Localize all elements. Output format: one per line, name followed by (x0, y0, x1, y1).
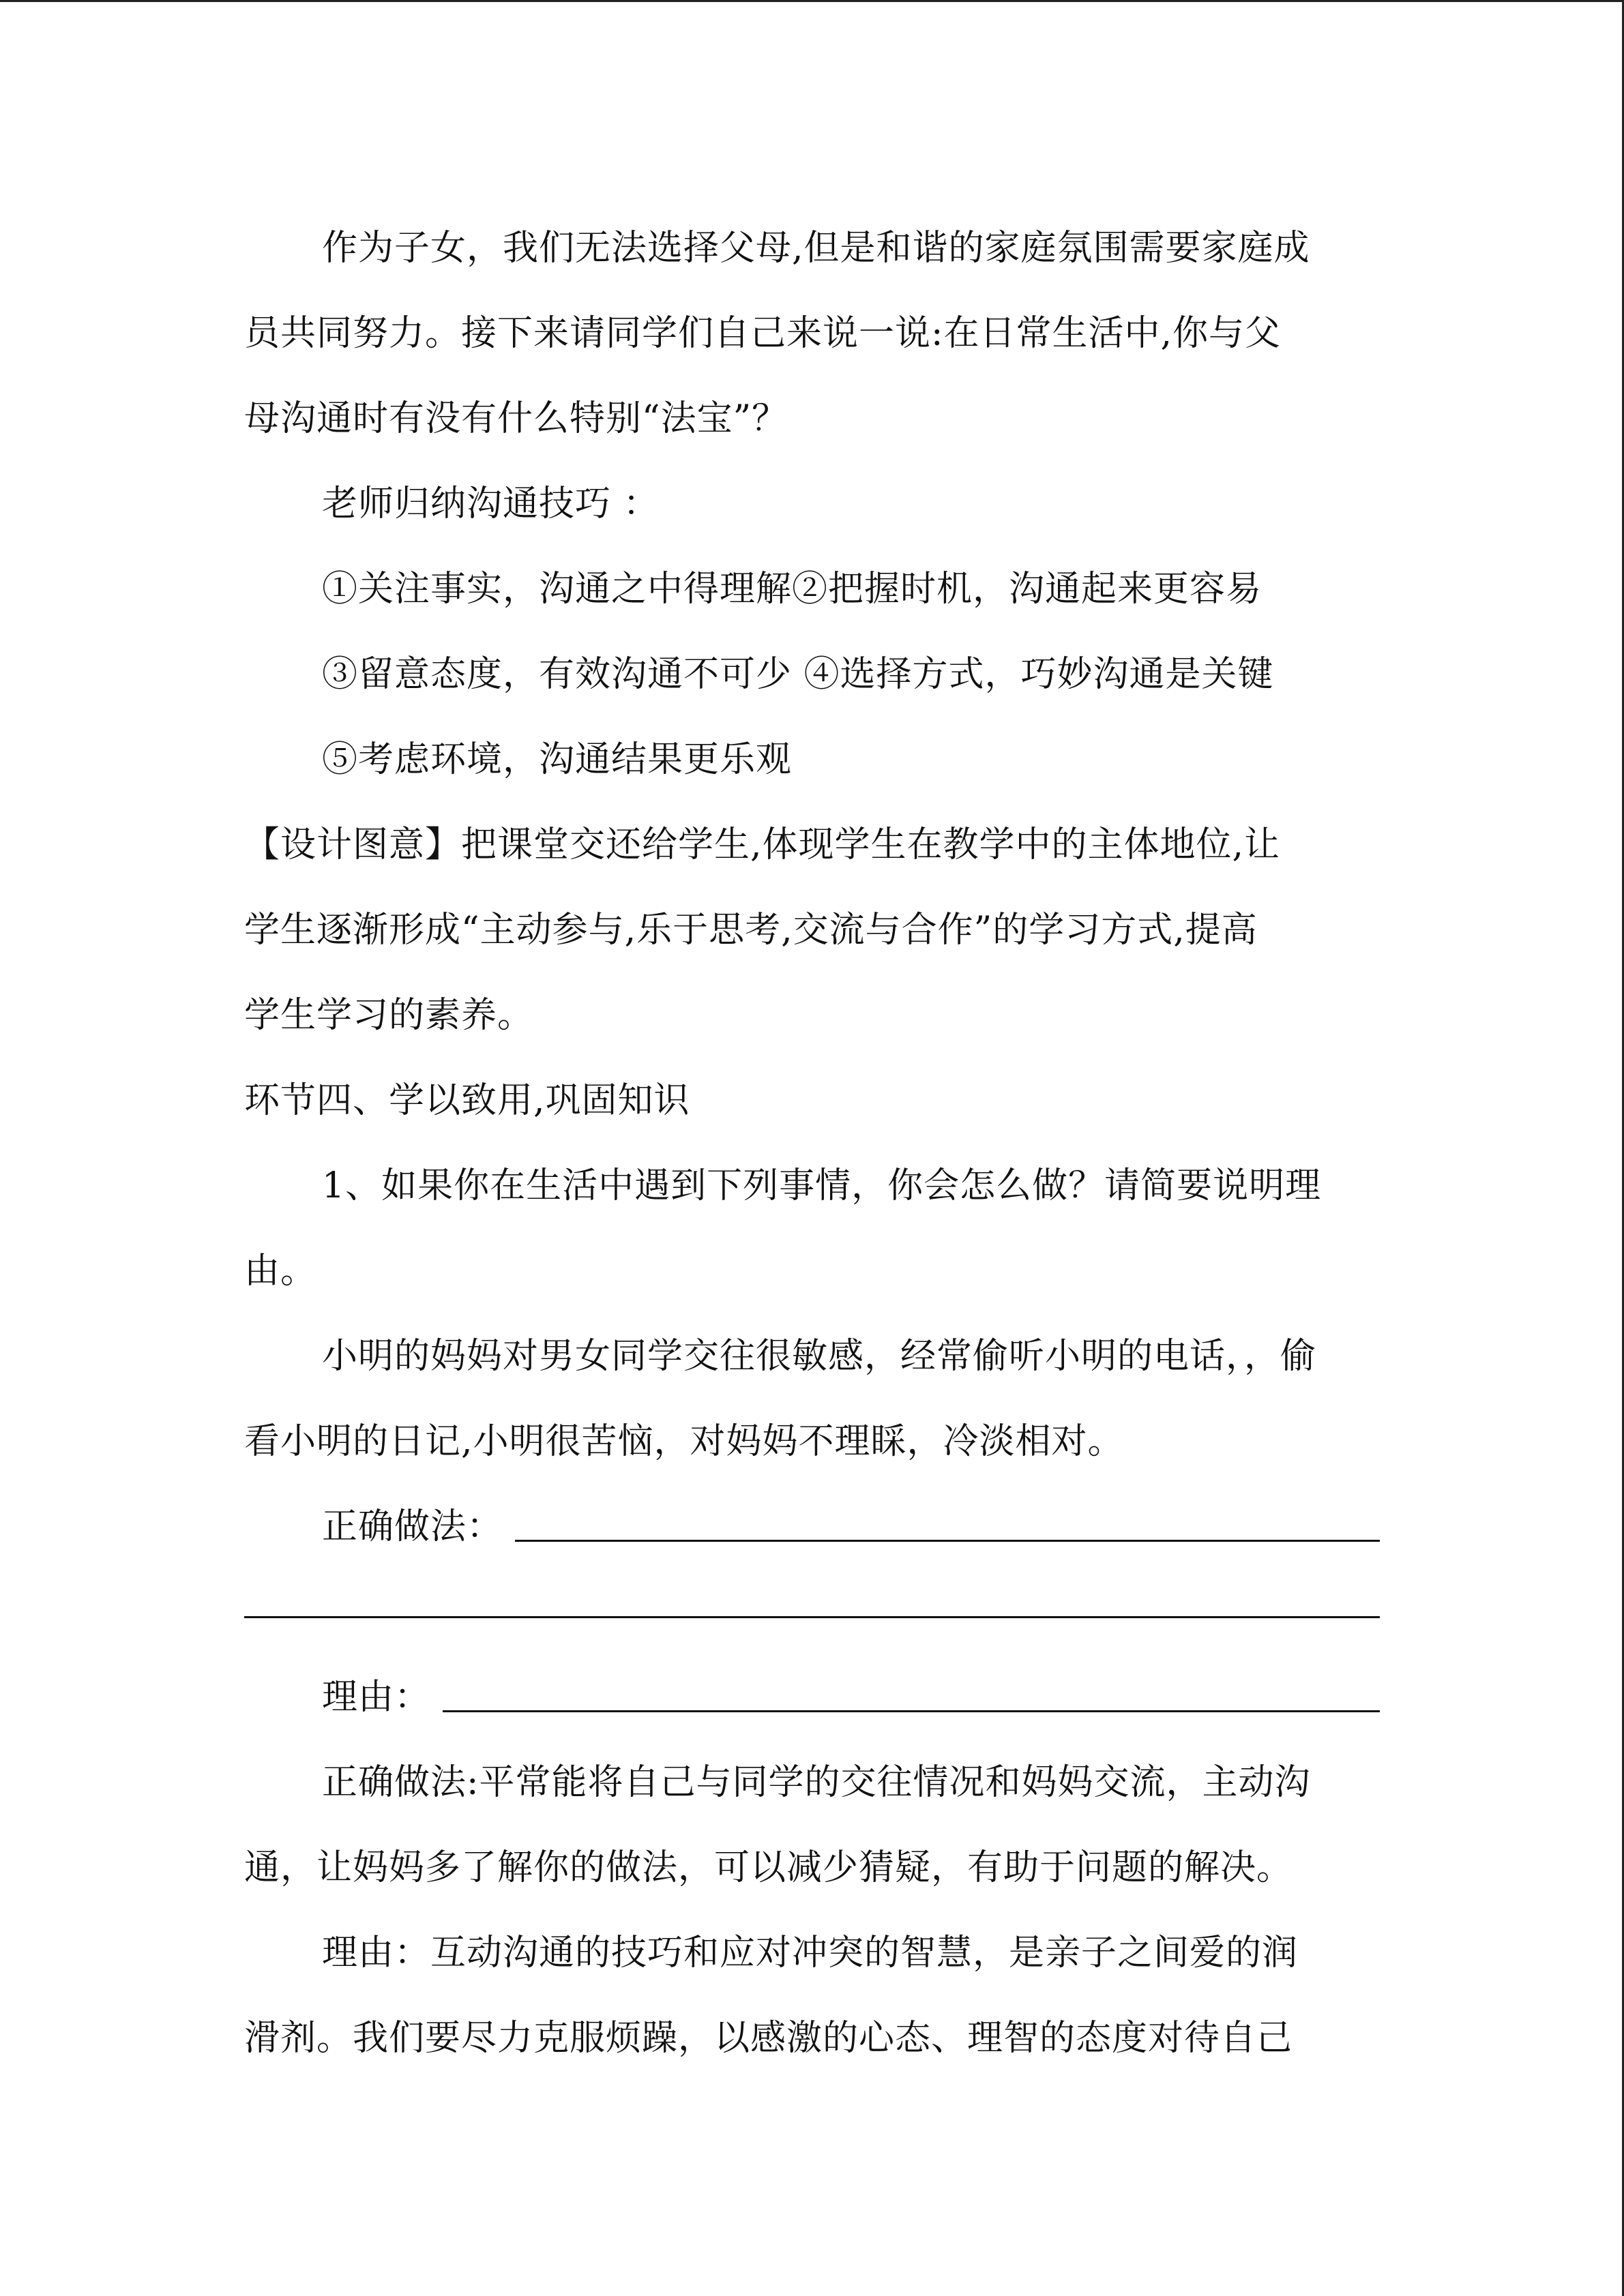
answer-method-line: 通，让妈妈多了解你的做法，可以减少猜疑，有助于问题的解决。 (244, 1847, 1293, 1888)
skills-line: ③留意态度，有效沟通不可少 ④选择方式，巧妙沟通是关键 (322, 654, 1274, 695)
paragraph-line: 作为子女，我们无法选择父母,但是和谐的家庭氛围需要家庭成 (322, 228, 1310, 269)
paragraph-line: 员共同努力。接下来请同学们自己来说一说:在日常生活中,你与父 (244, 313, 1282, 354)
method-answer-blank-line2[interactable] (244, 1570, 1380, 1655)
section-title: 环节四、学以致用,巩固知识 (244, 1080, 690, 1121)
paragraph-line: 母沟通时有没有什么特别“法宝”？ (244, 398, 788, 439)
document-body (244, 206, 1380, 2081)
answer-reason-line: 理由：互动沟通的技巧和应对冲突的智慧，是亲子之间爱的润 (322, 1933, 1299, 1973)
question-line: 由。 (244, 1251, 317, 1292)
design-intent-line: 学生逐渐形成“主动参与,乐于思考,交流与合作”的学习方式,提高 (244, 910, 1258, 951)
skills-line: ⑤考虑环境，沟通结果更乐观 (322, 739, 793, 780)
design-intent-line: 【设计图意】把课堂交还给学生,体现学生在教学中的主体地位,让 (244, 824, 1281, 865)
reason-answer-blank[interactable] (443, 1683, 1380, 1712)
scenario-line: 小明的妈妈对男女同学交往很敏感，经常偷听小明的电话，，偷 (322, 1336, 1317, 1377)
reason-label: 理由： (322, 1677, 431, 1718)
answer-method-line: 正确做法:平常能将自己与同学的交往情况和妈妈交流，主动沟 (322, 1762, 1311, 1803)
scenario-line: 看小明的日记,小明很苦恼，对妈妈不理睬，冷淡相对。 (244, 1421, 1124, 1462)
design-intent-line: 学生学习的素养。 (244, 995, 534, 1036)
skills-heading: 老师归纳沟通技巧 ： (322, 483, 660, 524)
page-border-top (0, 0, 1624, 2)
method-label: 正确做法： (322, 1506, 503, 1547)
skills-line: ①关注事实，沟通之中得理解②把握时机，沟通起来更容易 (322, 569, 1263, 610)
method-answer-blank[interactable] (515, 1512, 1380, 1542)
answer-reason-line: 滑剂。我们要尽力克服烦躁，以感激的心态、理智的态度对待自己 (244, 2018, 1293, 2059)
reason-fill-row (244, 1655, 1380, 1740)
method-fill-row (244, 1485, 1380, 1570)
question-line: 1、如果你在生活中遇到下列事情，你会怎么做？请简要说明理 (322, 1165, 1322, 1206)
